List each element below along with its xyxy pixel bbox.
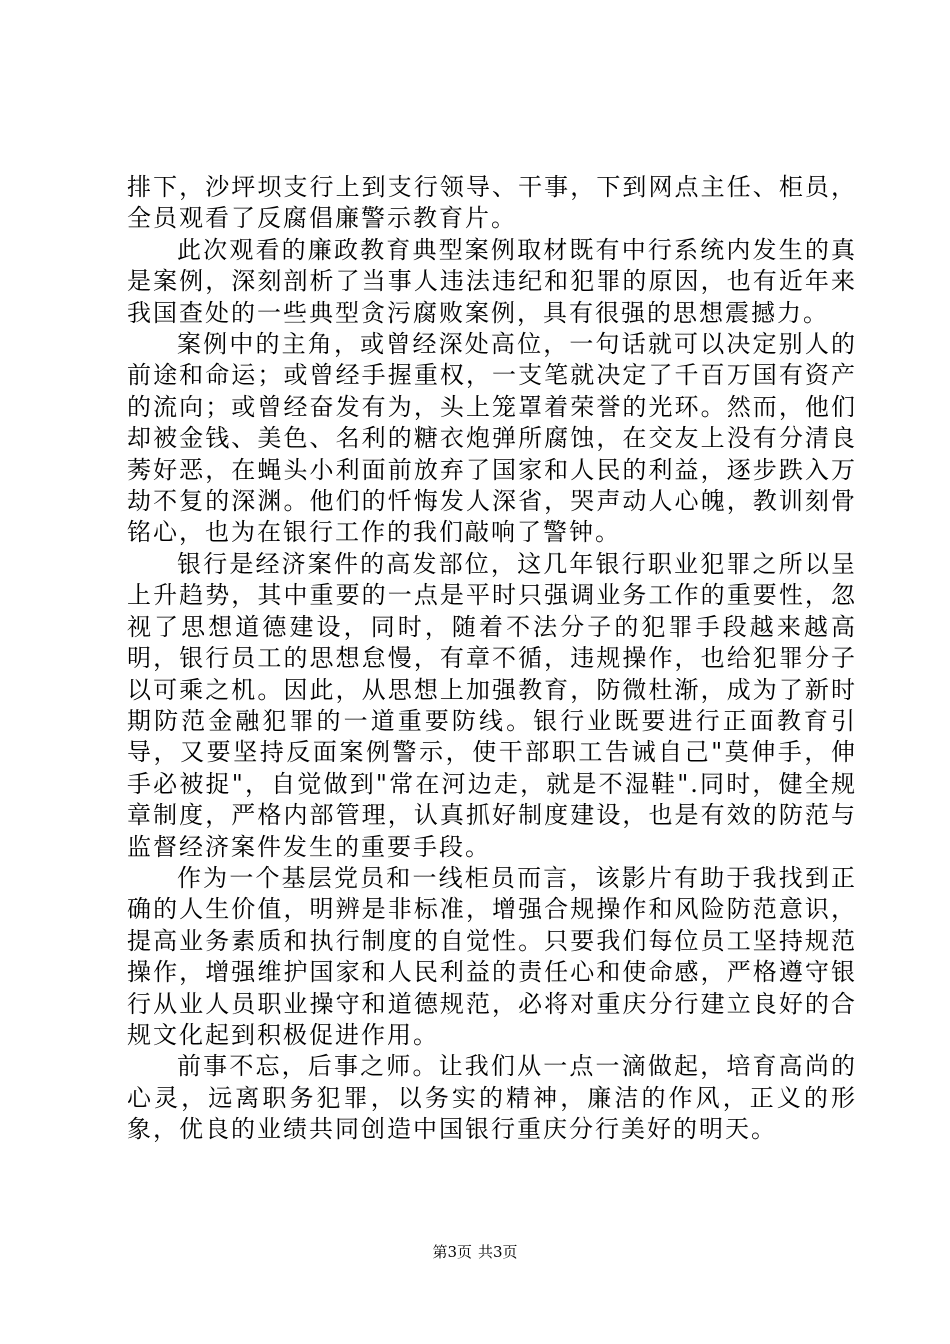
paragraph-4: 银行是经济案件的高发部位，这几年银行职业犯罪之所以呈上升趋势，其中重要的一点是平时只强调业务工作的重要性，忽视了思想道德建设，同时，随着不法分子的犯罪手段越来越高明，银行员工的思想怠慢，有章不循，违规操作，也给犯罪分子以可乘之机。因此，从思想上加强教育，防微杜渐，成为了新时期防范金融犯罪的一道重要防线。银行业既要进行正面教育引导，又要坚持反面案例警示，使干部职工告诫自己"莫伸手，伸手必被捉"，自觉做到"常在河边走，就是不湿鞋".同时，健全规章制度，严格内部管理，认真抓好制度建设，也是有效的防范与监督经济案件发生的重要手段。 (127, 549, 857, 861)
document-body (127, 172, 857, 1146)
page-number: 第3页 (432, 1243, 472, 1261)
page-total: 共3页 (478, 1243, 518, 1261)
paragraph-5: 作为一个基层党员和一线柜员而言，该影片有助于我找到正确的人生价值，明辨是非标准，增强合规操作和风险防范意识，提高业务素质和执行制度的自觉性。只要我们每位员工坚持规范操作，增强维护国家和人民利益的责任心和使命感，严格遵守银行从业人员职业操守和道德规范，必将对重庆分行建立良好的合规文化起到积极促进作用。 (127, 863, 857, 1049)
paragraph-1: 排下，沙坪坝支行上到支行领导、干事，下到网点主任、柜员，全员观看了反腐倡廉警示教育片。 (127, 173, 857, 233)
paragraph-6: 前事不忘，后事之师。让我们从一点一滴做起，培育高尚的心灵，远离职务犯罪，以务实的精神，廉洁的作风，正义的形象，优良的业绩共同创造中国银行重庆分行美好的明天。 (127, 1052, 857, 1144)
paragraph-2: 此次观看的廉政教育典型案例取材既有中行系统内发生的真是案例，深刻剖析了当事人违法违纪和犯罪的原因，也有近年来我国查处的一些典型贪污腐败案例，具有很强的思想震撼力。 (127, 235, 857, 327)
paragraph-3: 案例中的主角，或曾经深处高位，一句话就可以决定别人的前途和命运；或曾经手握重权，一支笔就决定了千百万国有资产的流向；或曾经奋发有为，头上笼罩着荣誉的光环。然而，他们却被金钱、美色、名利的糖衣炮弹所腐蚀，在交友上没有分清良莠好恶，在蝇头小利面前放弃了国家和人民的利益，逐步跌入万劫不复的深渊。他们的忏悔发人深省，哭声动人心魄，教训刻骨铭心，也为在银行工作的我们敲响了警钟。 (127, 330, 857, 547)
page-footer (0, 1242, 950, 1262)
